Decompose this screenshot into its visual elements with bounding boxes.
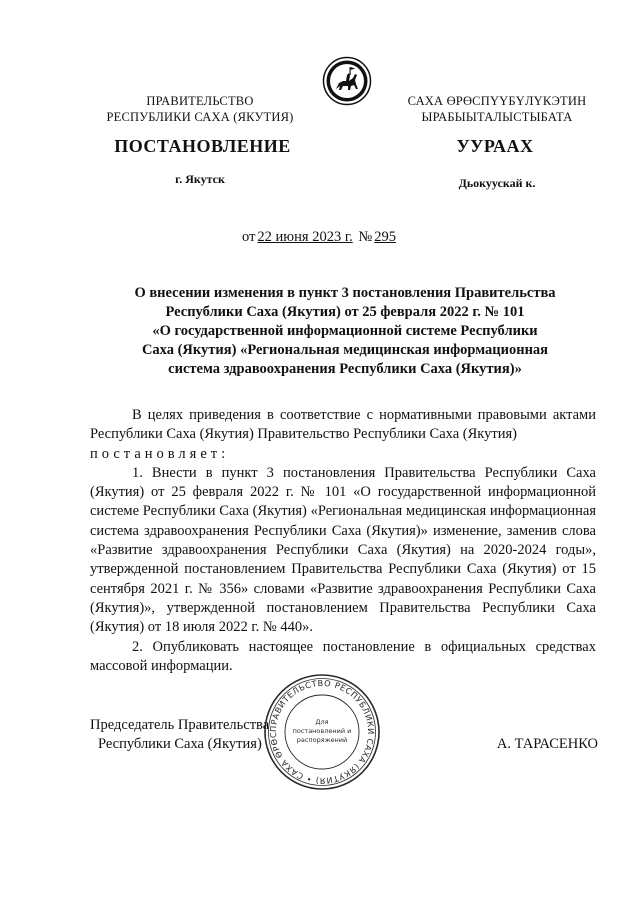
decree-word: постановляет: xyxy=(90,445,230,462)
date-line xyxy=(150,229,490,246)
title-line: Республики Саха (Якутия) от 25 февраля 2022 г. № 101 xyxy=(165,304,525,320)
position-line1: Председатель Правительства xyxy=(90,717,270,733)
header-left xyxy=(95,93,305,125)
seal-center-line: распоряжений xyxy=(296,736,348,744)
seal-center-line: постановлений и xyxy=(292,727,352,735)
coat-of-arms-emblem xyxy=(322,56,372,106)
title-line: «О государственной информационной системе Республики xyxy=(152,323,538,339)
body-item-1: 1. Внести в пункт 3 постановления Правительства Республики Саха (Якутия) от 25 февраля 2022 г. № 101 «О государственной информационной системе Республики Саха (Якутия) «Региональная медицинская информационная система здравоохранения Республики Саха (Якутия)» изменение, заменив слова «Развитие здравоохранения Республики Саха (Якутия) на 2020-2024 годы», утвержденной постановлением Правительства Республики Саха (Якутия) от 15 сентября 2021 г. № 356» словами «Развитие здравоохранения Республики Саха (Якутия)», утвержденной постановлением Правительства Республики Саха (Якутия) от 18 июля 2022 г. № 440». xyxy=(90,464,596,636)
body-item-2: 2. Опубликовать настоящее постановление в официальных средствах массовой информации. xyxy=(90,638,596,674)
decree-word-paragraph xyxy=(90,445,596,464)
date-prefix: от xyxy=(242,229,256,245)
header-right-line1: САХА ӨРӨСПҮҮБҮЛҮКЭТИН xyxy=(407,94,587,108)
document-body xyxy=(90,406,596,676)
city-left: г. Якутск xyxy=(175,172,225,186)
city-right: Дьокуускай к. xyxy=(458,176,536,190)
seal-center-line: Для xyxy=(315,718,329,726)
seal-ring-text: ПРАВИТЕЛЬСТВО РЕСПУБЛИКИ САХА (ЯКУТИЯ) • САХА ӨРӨС xyxy=(267,677,377,787)
official-seal-stamp xyxy=(263,673,381,791)
doc-type-left: ПОСТАНОВЛЕНИЕ xyxy=(114,136,291,156)
number-sign: № xyxy=(358,229,373,245)
header-right-line2: ЫРАБЫЫТАЛЫСТЫБАТА xyxy=(421,110,573,124)
document-date: 22 июня 2023 г. xyxy=(257,229,353,245)
title-line: О внесении изменения в пункт 3 постановления Правительства xyxy=(134,285,556,301)
header-right xyxy=(392,93,602,125)
title-line: Саха (Якутия) «Региональная медицинская информационная xyxy=(141,342,549,358)
doc-type-right: УУРААХ xyxy=(456,136,534,156)
document-title xyxy=(95,284,595,379)
body-intro: В целях приведения в соответствие с нормативными правовыми актами Республики Саха (Якутия) Правительство Республики Саха (Якутия) xyxy=(90,407,596,443)
body-intro-paragraph xyxy=(90,406,596,445)
signatory-name: А. ТАРАСЕНКО xyxy=(496,736,598,752)
document-number: 295 xyxy=(374,229,396,245)
position-line2: Республики Саха (Якутия) xyxy=(98,736,262,752)
header-left-line2: РЕСПУБЛИКИ САХА (ЯКУТИЯ) xyxy=(106,110,294,124)
title-line: система здравоохранения Республики Саха (Якутия)» xyxy=(168,361,522,377)
header-left-line1: ПРАВИТЕЛЬСТВО xyxy=(146,94,254,108)
